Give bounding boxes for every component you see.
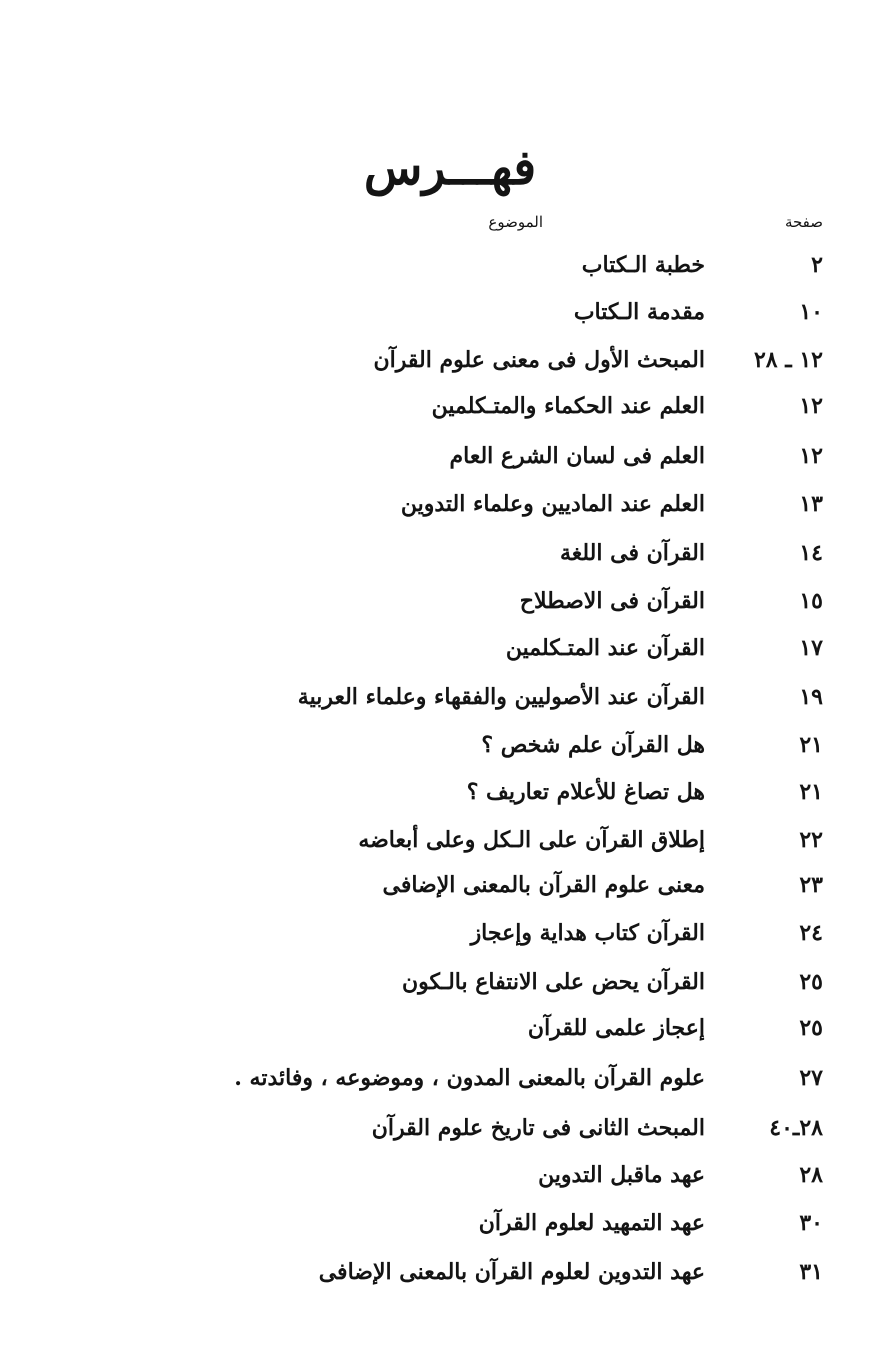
toc-row xyxy=(0,920,891,960)
topic-text: خطبة الـكتاب xyxy=(581,252,705,278)
page-number: ١٥ xyxy=(799,588,823,614)
toc-row xyxy=(0,1259,891,1299)
page-number: ٢٤ xyxy=(799,920,823,946)
topic-text: عهد ماقبل التدوين xyxy=(538,1162,705,1188)
topic-text: العلم عند الحكماء والمتـكلمين xyxy=(431,393,705,419)
toc-row xyxy=(0,635,891,675)
toc-row xyxy=(0,827,891,867)
toc-row xyxy=(0,443,891,483)
topic-text: إعجاز علمى للقرآن xyxy=(527,1015,705,1041)
toc-row xyxy=(0,252,891,292)
topic-text: العلم فى لسان الشرع العام xyxy=(449,443,705,469)
page-number: ١٤ xyxy=(799,540,823,566)
page-column-header: صفحة xyxy=(784,213,823,231)
topic-text: عهد التدوين لعلوم القرآن بالمعنى الإضافى xyxy=(318,1259,705,1285)
topic-text: القرآن عند المتـكلمين xyxy=(505,635,705,661)
page-title: فهـــرس xyxy=(363,140,537,196)
toc-row xyxy=(0,347,891,387)
topic-text: القرآن عند الأصوليين والفقهاء وعلماء العربية xyxy=(297,684,705,710)
topic-text: معنى علوم القرآن بالمعنى الإضافى xyxy=(382,872,705,898)
toc-row xyxy=(0,1065,891,1105)
toc-row xyxy=(0,588,891,628)
toc-row xyxy=(0,1015,891,1055)
toc-row xyxy=(0,779,891,819)
toc-row xyxy=(0,1115,891,1155)
page-number: ١٣ xyxy=(799,491,823,517)
topic-text: القرآن فى الاصطلاح xyxy=(519,588,705,614)
page-number: ٣١ xyxy=(799,1259,823,1285)
toc-row xyxy=(0,491,891,531)
page-number: ٢٥ xyxy=(799,969,823,995)
topic-text: مقدمة الـكتاب xyxy=(573,299,705,325)
toc-row xyxy=(0,1210,891,1250)
page-number: ١٧ xyxy=(799,635,823,661)
page-number: ٢٢ xyxy=(799,827,823,853)
topic-text: القرآن فى اللغة xyxy=(559,540,705,566)
page-number: ١٩ xyxy=(799,684,823,710)
toc-row xyxy=(0,684,891,724)
page-number: ١٢ xyxy=(799,443,823,469)
page-number: ١٠ xyxy=(799,299,823,325)
page-number: ١٢ xyxy=(799,393,823,419)
topic-text: المبحث الثانى فى تاريخ علوم القرآن xyxy=(371,1115,705,1141)
toc-row xyxy=(0,1162,891,1202)
topic-text: المبحث الأول فى معنى علوم القرآن xyxy=(373,347,705,373)
page-number: ٣٠ xyxy=(799,1210,823,1236)
topic-text: علوم القرآن بالمعنى المدون ، وموضوعه ، وفائدته . xyxy=(234,1065,705,1091)
page-number: ٢ xyxy=(811,252,823,278)
page-number: ٢٨ـ٤٠ xyxy=(769,1115,823,1141)
topic-text: عهد التمهيد لعلوم القرآن xyxy=(478,1210,705,1236)
page-number: ٢٨ xyxy=(799,1162,823,1188)
page-number: ١٢ ـ ٢٨ xyxy=(753,347,823,373)
toc-row xyxy=(0,393,891,433)
toc-row xyxy=(0,299,891,339)
toc-row xyxy=(0,732,891,772)
page-number: ٢٣ xyxy=(799,872,823,898)
topic-text: القرآن كتاب هداية وإعجاز xyxy=(470,920,705,946)
toc-row xyxy=(0,969,891,1009)
topic-text: القرآن يحض على الانتفاع بالـكون xyxy=(401,969,705,995)
page-number: ٢١ xyxy=(799,779,823,805)
topic-text: العلم عند الماديين وعلماء التدوين xyxy=(400,491,705,517)
topic-text: هل القرآن علم شخص ؟ xyxy=(481,732,705,758)
toc-row xyxy=(0,540,891,580)
toc-row xyxy=(0,872,891,912)
topic-column-header: الموضوع xyxy=(488,213,543,231)
page-number: ٢٥ xyxy=(799,1015,823,1041)
topic-text: إطلاق القرآن على الـكل وعلى أبعاضه xyxy=(358,827,705,853)
topic-text: هل تصاغ للأعلام تعاريف ؟ xyxy=(466,779,705,805)
page-number: ٢١ xyxy=(799,732,823,758)
page-number: ٢٧ xyxy=(799,1065,823,1091)
